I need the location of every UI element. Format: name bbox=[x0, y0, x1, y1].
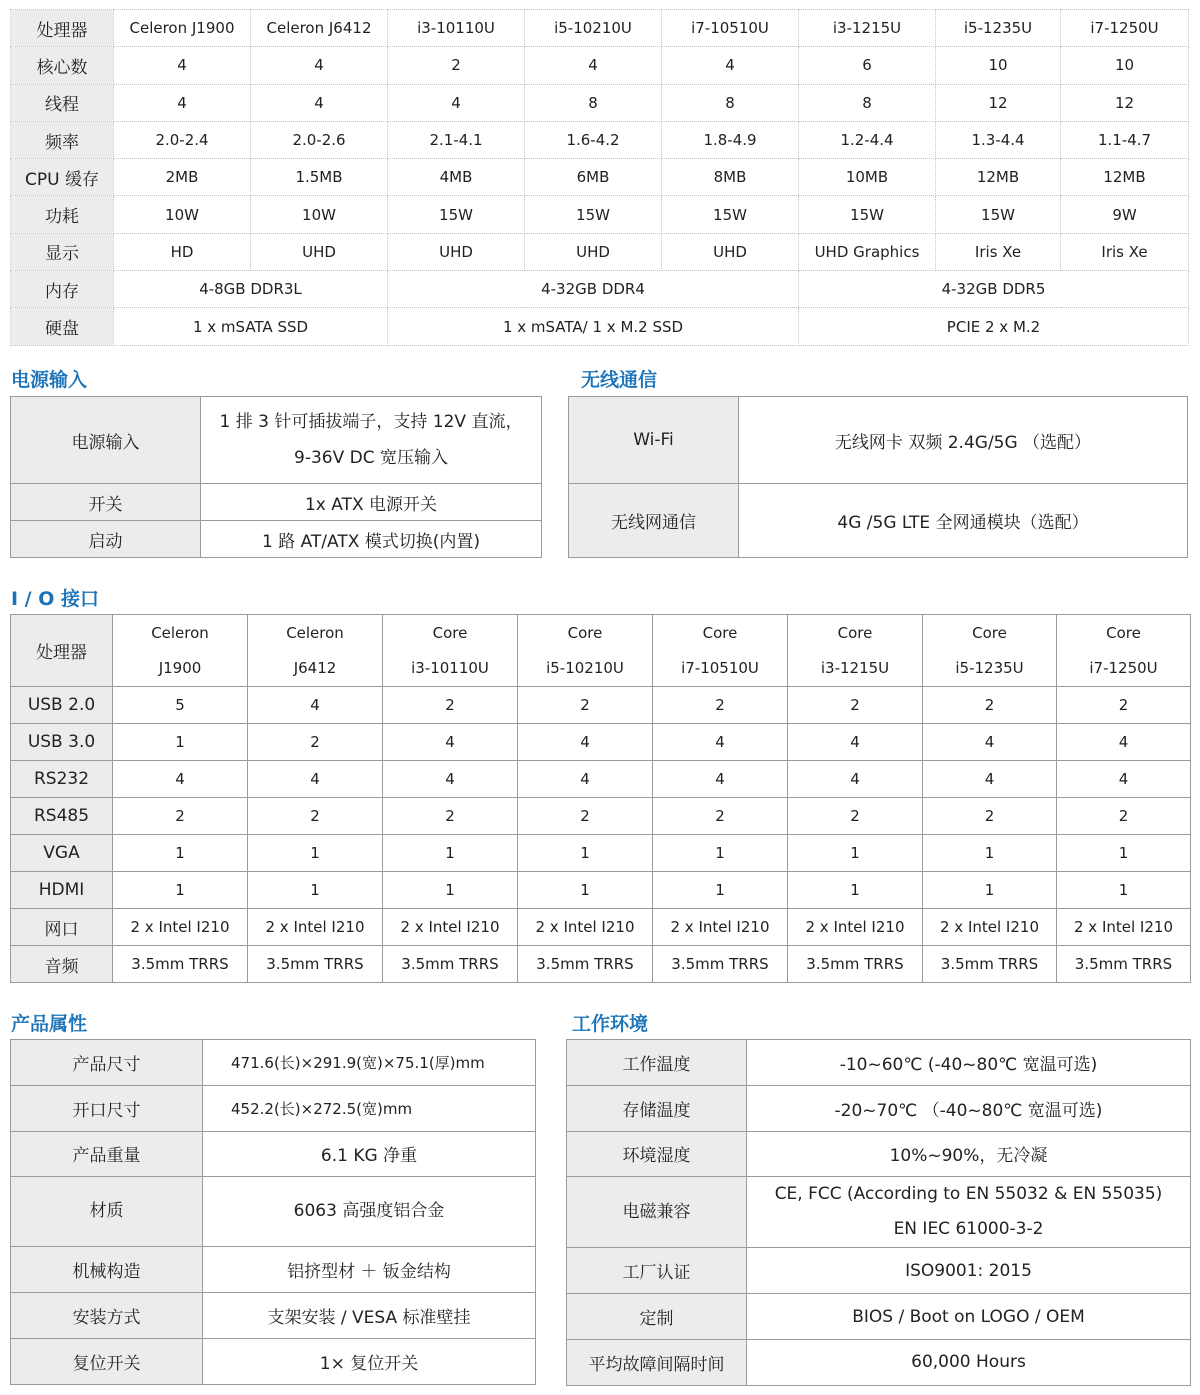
io-cell: 1 bbox=[788, 872, 923, 909]
io-cell: 4 bbox=[248, 761, 383, 798]
attribute-label: 机械构造 bbox=[11, 1247, 203, 1293]
io-cell: 2 bbox=[383, 798, 518, 835]
io-cell: 2 bbox=[923, 687, 1057, 724]
environment-value: -10~60℃ (-40~80℃ 宽温可选) bbox=[747, 1040, 1191, 1086]
io-row-label: HDMI bbox=[11, 872, 113, 909]
io-header-cpu-model: i7-10510U bbox=[653, 651, 788, 687]
io-cell: 4 bbox=[653, 761, 788, 798]
io-header-cpu-model: J1900 bbox=[113, 651, 248, 687]
spec-row-label: 频率 bbox=[11, 121, 114, 158]
io-row bbox=[11, 946, 1191, 983]
io-row bbox=[11, 872, 1191, 909]
io-row bbox=[11, 724, 1191, 761]
power-boot-label: 启动 bbox=[11, 521, 201, 558]
spec-cell: 2.0-2.6 bbox=[251, 121, 388, 158]
attribute-value: 471.6(长)×291.9(宽)×75.1(厚)mm bbox=[203, 1040, 536, 1086]
io-cell: 1 bbox=[383, 872, 518, 909]
io-cell: 2 x Intel I210 bbox=[653, 909, 788, 946]
environment-label: 平均故障间隔时间 bbox=[567, 1339, 747, 1385]
io-cell: 1 bbox=[248, 835, 383, 872]
spec-cell: UHD bbox=[525, 233, 662, 270]
spec-cell: 4 bbox=[251, 84, 388, 121]
io-cell: 3.5mm TRRS bbox=[248, 946, 383, 983]
io-header-cpu-family: Core bbox=[518, 615, 653, 651]
spec-row bbox=[11, 47, 1189, 84]
io-cell: 2 bbox=[383, 687, 518, 724]
spec-cell: UHD bbox=[388, 233, 525, 270]
spec-cell: 12 bbox=[1061, 84, 1189, 121]
spec-cell: 1.2-4.4 bbox=[799, 121, 936, 158]
spec-cell: 15W bbox=[388, 196, 525, 233]
io-cell: 1 bbox=[788, 835, 923, 872]
power-input-line2: 9-36V DC 宽压输入 bbox=[294, 448, 448, 468]
power-switch-value: 1x ATX 电源开关 bbox=[201, 484, 542, 521]
io-cell: 2 bbox=[1057, 798, 1191, 835]
environment-row bbox=[567, 1131, 1191, 1177]
io-header-cpu-family: Core bbox=[788, 615, 923, 651]
spec-cell: 4 bbox=[114, 84, 251, 121]
spec-row bbox=[11, 196, 1189, 233]
spec-cell: Iris Xe bbox=[1061, 233, 1189, 270]
io-cell: 2 bbox=[113, 798, 248, 835]
environment-label: 工作温度 bbox=[567, 1040, 747, 1086]
spec-cell: 8 bbox=[525, 84, 662, 121]
io-cell: 5 bbox=[113, 687, 248, 724]
environment-label: 环境湿度 bbox=[567, 1131, 747, 1177]
io-row-label: USB 2.0 bbox=[11, 687, 113, 724]
spec-row-label: 内存 bbox=[11, 271, 114, 308]
io-row bbox=[11, 687, 1191, 724]
spec-storage-c: PCIE 2 x M.2 bbox=[799, 308, 1189, 345]
io-cell: 2 bbox=[653, 687, 788, 724]
spec-row bbox=[11, 84, 1189, 121]
spec-row-label: CPU 缓存 bbox=[11, 159, 114, 196]
spec-cell: 9W bbox=[1061, 196, 1189, 233]
io-cell: 1 bbox=[1057, 872, 1191, 909]
spec-cell: 4 bbox=[388, 84, 525, 121]
environment-row bbox=[567, 1085, 1191, 1131]
spec-cell: 1.5MB bbox=[251, 159, 388, 196]
attribute-value: 1× 复位开关 bbox=[203, 1338, 536, 1384]
io-cell: 2 x Intel I210 bbox=[518, 909, 653, 946]
environment-row bbox=[567, 1177, 1191, 1248]
io-row bbox=[11, 798, 1191, 835]
spec-row-label: 硬盘 bbox=[11, 308, 114, 345]
attribute-row bbox=[11, 1177, 536, 1247]
io-cell: 1 bbox=[923, 835, 1057, 872]
lte-value: 4G /5G LTE 全网通模块（选配） bbox=[739, 484, 1188, 558]
power-input-value bbox=[201, 397, 542, 484]
spec-header-cell: i3-1215U bbox=[799, 10, 936, 47]
spec-cell: 2.0-2.4 bbox=[114, 121, 251, 158]
io-header-row-2 bbox=[11, 651, 1191, 687]
io-cell: 3.5mm TRRS bbox=[788, 946, 923, 983]
io-cell: 2 x Intel I210 bbox=[248, 909, 383, 946]
io-cell: 3.5mm TRRS bbox=[1057, 946, 1191, 983]
spec-cell: 2MB bbox=[114, 159, 251, 196]
spec-header-row bbox=[11, 10, 1189, 47]
attribute-value: 6.1 KG 净重 bbox=[203, 1131, 536, 1177]
environment-label: 电磁兼容 bbox=[567, 1177, 747, 1248]
io-cell: 3.5mm TRRS bbox=[923, 946, 1057, 983]
power-input-label: 电源输入 bbox=[11, 397, 201, 484]
spec-header-cell: i7-1250U bbox=[1061, 10, 1189, 47]
spec-cell: 6 bbox=[799, 47, 936, 84]
spec-row-label: 显示 bbox=[11, 233, 114, 270]
wireless-section-title: 无线通信 bbox=[581, 369, 658, 391]
attribute-value: 铝挤型材 ＋ 钣金结构 bbox=[203, 1247, 536, 1293]
spec-cell: UHD bbox=[251, 233, 388, 270]
spec-header-cell: i7-10510U bbox=[662, 10, 799, 47]
io-cell: 1 bbox=[113, 872, 248, 909]
spec-cell: 10MB bbox=[799, 159, 936, 196]
spec-header-cell: Celeron J1900 bbox=[114, 10, 251, 47]
io-cell: 2 bbox=[518, 798, 653, 835]
io-table bbox=[10, 614, 1191, 983]
io-header-cpu-model: i3-10110U bbox=[383, 651, 518, 687]
power-boot-value: 1 路 AT/ATX 模式切换(内置) bbox=[201, 521, 542, 558]
io-row-label: RS485 bbox=[11, 798, 113, 835]
io-cell: 2 bbox=[923, 798, 1057, 835]
lte-row bbox=[569, 484, 1188, 558]
environment-value-line1: CE, FCC (According to EN 55032 & EN 55035) bbox=[774, 1184, 1163, 1205]
spec-header-cell: i3-10110U bbox=[388, 10, 525, 47]
wifi-label: Wi-Fi bbox=[569, 397, 739, 484]
io-cell: 1 bbox=[248, 872, 383, 909]
io-cell: 4 bbox=[923, 724, 1057, 761]
spec-row bbox=[11, 233, 1189, 270]
attribute-row bbox=[11, 1247, 536, 1293]
io-cell: 4 bbox=[788, 724, 923, 761]
power-input-row bbox=[11, 397, 542, 484]
wifi-row bbox=[569, 397, 1188, 484]
environment-label: 工厂认证 bbox=[567, 1248, 747, 1294]
environment-value: 60,000 Hours bbox=[747, 1339, 1191, 1385]
io-cell: 4 bbox=[1057, 761, 1191, 798]
spec-cell: 8 bbox=[662, 84, 799, 121]
io-row bbox=[11, 761, 1191, 798]
io-cell: 2 bbox=[518, 687, 653, 724]
spec-cell: 6MB bbox=[525, 159, 662, 196]
environment-value-line2: EN IEC 61000-3-2 bbox=[893, 1219, 1044, 1240]
spec-header-label: 处理器 bbox=[11, 10, 114, 47]
io-cell: 1 bbox=[518, 835, 653, 872]
spec-row bbox=[11, 121, 1189, 158]
attribute-row bbox=[11, 1293, 536, 1339]
spec-cell: 15W bbox=[799, 196, 936, 233]
spec-cell: HD bbox=[114, 233, 251, 270]
spec-cell: 12MB bbox=[1061, 159, 1189, 196]
io-header-label: 处理器 bbox=[11, 615, 113, 687]
io-cell: 4 bbox=[653, 724, 788, 761]
io-cell: 2 x Intel I210 bbox=[788, 909, 923, 946]
io-cell: 1 bbox=[383, 835, 518, 872]
environment-value: -20~70℃ （-40~80℃ 宽温可选) bbox=[747, 1085, 1191, 1131]
io-row-label: USB 3.0 bbox=[11, 724, 113, 761]
attribute-label: 产品尺寸 bbox=[11, 1040, 203, 1086]
io-header-cpu-model: i3-1215U bbox=[788, 651, 923, 687]
io-cell: 2 bbox=[248, 724, 383, 761]
spec-cell: 15W bbox=[662, 196, 799, 233]
io-cell: 4 bbox=[113, 761, 248, 798]
spec-cell: 4 bbox=[251, 47, 388, 84]
spec-cell: UHD Graphics bbox=[799, 233, 936, 270]
io-header-cpu-family: Core bbox=[923, 615, 1057, 651]
attribute-value: 6063 高强度铝合金 bbox=[203, 1177, 536, 1247]
attribute-label: 开口尺寸 bbox=[11, 1085, 203, 1131]
attribute-label: 复位开关 bbox=[11, 1338, 203, 1384]
io-cell: 2 bbox=[1057, 687, 1191, 724]
io-cell: 2 x Intel I210 bbox=[383, 909, 518, 946]
spec-memory-ddr4: 4-32GB DDR4 bbox=[388, 271, 799, 308]
io-header-cpu-family: Core bbox=[653, 615, 788, 651]
io-header-row bbox=[11, 615, 1191, 651]
attribute-row bbox=[11, 1085, 536, 1131]
environment-value: ISO9001: 2015 bbox=[747, 1248, 1191, 1294]
spec-cell: 10 bbox=[1061, 47, 1189, 84]
spec-cell: 4 bbox=[525, 47, 662, 84]
environment-label: 定制 bbox=[567, 1294, 747, 1340]
io-row bbox=[11, 835, 1191, 872]
io-cell: 2 bbox=[788, 798, 923, 835]
environment-value: BIOS / Boot on LOGO / OEM bbox=[747, 1294, 1191, 1340]
environment-section-title: 工作环境 bbox=[572, 1013, 649, 1035]
spec-cell: 10 bbox=[936, 47, 1061, 84]
attributes-section-title: 产品属性 bbox=[11, 1013, 88, 1035]
attribute-value: 452.2(长)×272.5(宽)mm bbox=[203, 1085, 536, 1131]
spec-storage-a: 1 x mSATA SSD bbox=[114, 308, 388, 345]
attribute-value: 支架安装 / VESA 标准壁挂 bbox=[203, 1293, 536, 1339]
attribute-label: 产品重量 bbox=[11, 1131, 203, 1177]
spec-cell: 1.1-4.7 bbox=[1061, 121, 1189, 158]
spec-cell: 1.8-4.9 bbox=[662, 121, 799, 158]
spec-cell: 12 bbox=[936, 84, 1061, 121]
io-header-cpu-family: Celeron bbox=[248, 615, 383, 651]
io-cell: 1 bbox=[113, 724, 248, 761]
wifi-value: 无线网卡 双频 2.4G/5G （选配） bbox=[739, 397, 1188, 484]
io-header-cpu-family: Core bbox=[383, 615, 518, 651]
attribute-row bbox=[11, 1338, 536, 1384]
spec-cell: 15W bbox=[936, 196, 1061, 233]
io-cell: 2 bbox=[788, 687, 923, 724]
spec-storage-b: 1 x mSATA/ 1 x M.2 SSD bbox=[388, 308, 799, 345]
io-cell: 4 bbox=[923, 761, 1057, 798]
environment-table bbox=[566, 1039, 1191, 1386]
attributes-table bbox=[10, 1039, 536, 1385]
spec-storage-row bbox=[11, 308, 1189, 345]
spec-cell: 2 bbox=[388, 47, 525, 84]
spec-row-label: 核心数 bbox=[11, 47, 114, 84]
io-cell: 1 bbox=[653, 872, 788, 909]
environment-row bbox=[567, 1339, 1191, 1385]
io-cell: 4 bbox=[518, 724, 653, 761]
io-cell: 2 x Intel I210 bbox=[923, 909, 1057, 946]
environment-value bbox=[747, 1177, 1191, 1248]
io-section-title: I / O 接口 bbox=[11, 588, 100, 610]
environment-value: 10%~90%，无冷凝 bbox=[747, 1131, 1191, 1177]
spec-cell: 12MB bbox=[936, 159, 1061, 196]
environment-row bbox=[567, 1248, 1191, 1294]
spec-row-label: 线程 bbox=[11, 84, 114, 121]
io-header-cpu-model: i5-1235U bbox=[923, 651, 1057, 687]
spec-header-cell: i5-1235U bbox=[936, 10, 1061, 47]
io-cell: 1 bbox=[923, 872, 1057, 909]
power-table bbox=[10, 396, 542, 558]
io-header-cpu-family: Celeron bbox=[113, 615, 248, 651]
attribute-label: 材质 bbox=[11, 1177, 203, 1247]
power-boot-row bbox=[11, 521, 542, 558]
io-cell: 3.5mm TRRS bbox=[383, 946, 518, 983]
power-switch-row bbox=[11, 484, 542, 521]
spec-row bbox=[11, 159, 1189, 196]
spec-cell: 4MB bbox=[388, 159, 525, 196]
spec-memory-ddr3l: 4-8GB DDR3L bbox=[114, 271, 388, 308]
wireless-table bbox=[568, 396, 1188, 558]
power-section-title: 电源输入 bbox=[11, 369, 88, 391]
spec-cell: 1.3-4.4 bbox=[936, 121, 1061, 158]
attribute-row bbox=[11, 1040, 536, 1086]
io-cell: 4 bbox=[248, 687, 383, 724]
io-header-cpu-model: i5-10210U bbox=[518, 651, 653, 687]
io-cell: 4 bbox=[383, 724, 518, 761]
io-row-label: 网口 bbox=[11, 909, 113, 946]
power-switch-label: 开关 bbox=[11, 484, 201, 521]
io-cell: 1 bbox=[653, 835, 788, 872]
io-header-cpu-family: Core bbox=[1057, 615, 1191, 651]
cpu-spec-table bbox=[10, 9, 1189, 346]
spec-cell: 15W bbox=[525, 196, 662, 233]
spec-cell: 10W bbox=[251, 196, 388, 233]
io-cell: 4 bbox=[1057, 724, 1191, 761]
io-cell: 4 bbox=[383, 761, 518, 798]
spec-cell: 2.1-4.1 bbox=[388, 121, 525, 158]
io-cell: 4 bbox=[788, 761, 923, 798]
spec-cell: UHD bbox=[662, 233, 799, 270]
io-cell: 4 bbox=[518, 761, 653, 798]
io-cell: 1 bbox=[113, 835, 248, 872]
environment-row bbox=[567, 1040, 1191, 1086]
io-cell: 2 x Intel I210 bbox=[1057, 909, 1191, 946]
attribute-label: 安装方式 bbox=[11, 1293, 203, 1339]
io-row-label: VGA bbox=[11, 835, 113, 872]
lte-label: 无线网通信 bbox=[569, 484, 739, 558]
io-header-cpu-model: J6412 bbox=[248, 651, 383, 687]
spec-cell: 8 bbox=[799, 84, 936, 121]
spec-cell: 1.6-4.2 bbox=[525, 121, 662, 158]
attribute-row bbox=[11, 1131, 536, 1177]
io-cell: 3.5mm TRRS bbox=[518, 946, 653, 983]
io-cell: 2 bbox=[653, 798, 788, 835]
spec-cell: 4 bbox=[662, 47, 799, 84]
environment-label: 存储温度 bbox=[567, 1085, 747, 1131]
spec-header-cell: i5-10210U bbox=[525, 10, 662, 47]
io-cell: 1 bbox=[1057, 835, 1191, 872]
io-row bbox=[11, 909, 1191, 946]
environment-row bbox=[567, 1294, 1191, 1340]
spec-cell: 8MB bbox=[662, 159, 799, 196]
spec-header-cell: Celeron J6412 bbox=[251, 10, 388, 47]
spec-memory-ddr5: 4-32GB DDR5 bbox=[799, 271, 1189, 308]
io-cell: 2 x Intel I210 bbox=[113, 909, 248, 946]
io-row-label: 音频 bbox=[11, 946, 113, 983]
io-cell: 3.5mm TRRS bbox=[653, 946, 788, 983]
power-input-line1: 1 排 3 针可插拔端子，支持 12V 直流， bbox=[219, 412, 523, 432]
spec-cell: 10W bbox=[114, 196, 251, 233]
io-row-label: RS232 bbox=[11, 761, 113, 798]
spec-cell: 4 bbox=[114, 47, 251, 84]
io-cell: 1 bbox=[518, 872, 653, 909]
spec-cell: Iris Xe bbox=[936, 233, 1061, 270]
spec-memory-row bbox=[11, 271, 1189, 308]
io-cell: 3.5mm TRRS bbox=[113, 946, 248, 983]
io-header-cpu-model: i7-1250U bbox=[1057, 651, 1191, 687]
io-cell: 2 bbox=[248, 798, 383, 835]
spec-row-label: 功耗 bbox=[11, 196, 114, 233]
